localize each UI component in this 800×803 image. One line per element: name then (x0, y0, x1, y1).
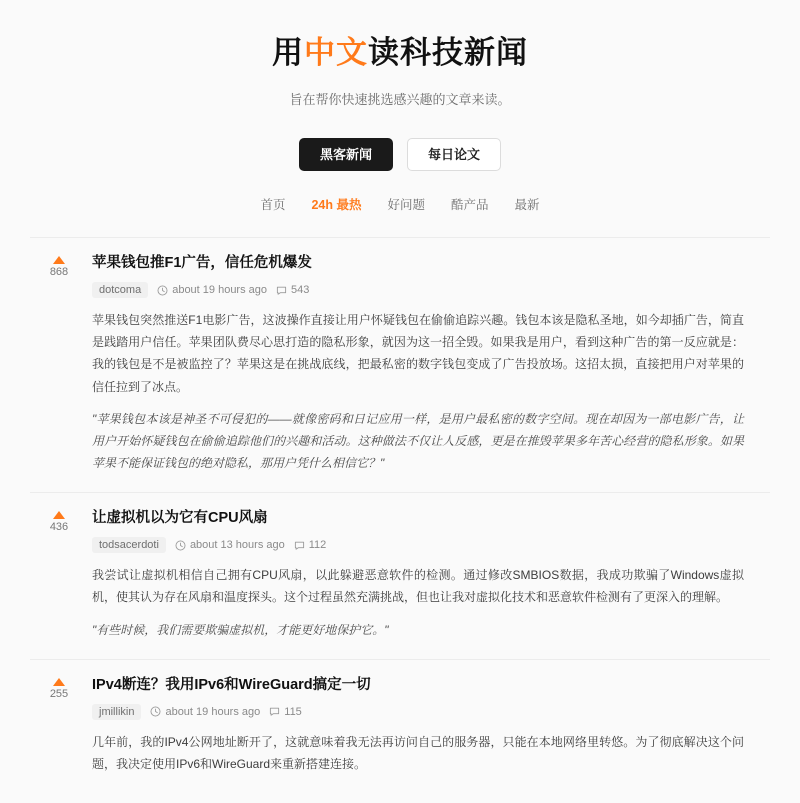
page-title-part2: 读科技新闻 (368, 35, 528, 70)
vote-column (40, 676, 78, 785)
author-badge[interactable]: todsacerdoti (92, 537, 166, 553)
comments-count[interactable] (276, 284, 309, 296)
timestamp (157, 284, 267, 296)
score-value: 436 (49, 521, 69, 534)
story-body (92, 254, 744, 474)
story-title[interactable]: 让虚拟机以为它有CPU风扇 (92, 510, 268, 527)
nav-tabs (0, 197, 800, 214)
author-badge[interactable]: jmillikin (92, 704, 141, 720)
clock-icon (150, 706, 161, 717)
comment-icon (269, 706, 280, 717)
list-item (30, 237, 770, 492)
comments-count-text: 115 (284, 705, 302, 718)
story-title[interactable]: IPv4断连？我用IPv6和WireGuard搞定一切 (92, 676, 371, 693)
story-list (0, 237, 800, 803)
tab-newest[interactable]: 最新 (514, 197, 540, 212)
story-body (92, 509, 744, 640)
page-title-part1: 用 (272, 35, 304, 70)
upvote-icon[interactable] (53, 678, 65, 686)
comments-count[interactable] (294, 539, 327, 551)
source-button-group (0, 138, 800, 171)
vote-column (40, 509, 78, 640)
story-quote: "苹果钱包本该是神圣不可侵犯的——就像密码和日记应用一样，是用户最私密的数字空间。现在却因为一部电影广告，让用户开始怀疑钱包在偷偷追踪他们的兴趣和活动。这种做法不仅让人反感，更是在推毁苹果多年苦心经营的隐私形象。如果苹果不能保证钱包的绝对隐私，那用户凭什么相信它？" (92, 411, 744, 471)
story-meta (92, 704, 744, 720)
comments-count[interactable] (269, 706, 302, 718)
page-subtitle: 旨在帮你快速挑选感兴趣的文章来读。 (289, 91, 511, 107)
timestamp (175, 539, 285, 551)
tab-good-questions[interactable]: 好问题 (387, 197, 425, 212)
page-title (0, 34, 800, 73)
comment-icon (294, 540, 305, 551)
timestamp-text: about 19 hours ago (172, 284, 268, 297)
comments-count-text: 543 (291, 284, 310, 297)
story-summary: 几年前，我的IPv4公网地址断开了，这就意味着我无法再访问自己的服务器，只能在本地网络里转悠。为了彻底解决这个问题，我决定使用IPv6和WireGuard来重新搭建连接。 (92, 734, 744, 771)
story-meta (92, 537, 744, 553)
score-value: 255 (49, 687, 69, 700)
tab-24h-hot[interactable]: 24h 最热 (311, 197, 362, 212)
story-summary: 我尝试让虚拟机相信自己拥有CPU风扇，以此躲避恶意软件的检测。通过修改SMBIOS数据，我成功欺骗了Windows虚拟机，使其认为存在风扇和温度探头。这个过程虽然充满挑战，但也让我对虚拟化技术和恶意软件检测有了更深入的理解。 (92, 568, 744, 605)
upvote-icon[interactable] (53, 256, 65, 264)
story-summary: 苹果钱包突然推送F1电影广告，这波操作直接让用户怀疑钱包在偷偷追踪兴趣。钱包本该是隐私圣地，如今却插广告，简直是践踏用户信任。苹果团队费尽心思打造的隐私形象，就因为这一招全毁。如果我是用户，看到这种广告的第一反应就是：我的钱包是不是被监控了？苹果这是在挑战底线，把最私密的数字钱包变成了广告投放场。这招太损，直接把用户对苹果的信任拉到了冰点。 (92, 313, 744, 394)
comment-icon (276, 285, 287, 296)
timestamp-text: about 13 hours ago (189, 539, 285, 552)
story-quote: "有些时候，我们需要欺骗虚拟机，才能更好地保护它。" (92, 622, 389, 637)
timestamp (150, 706, 260, 718)
tab-cool-products[interactable]: 酷产品 (451, 197, 489, 212)
clock-icon (175, 540, 186, 551)
author-badge[interactable]: dotcoma (92, 282, 148, 298)
tab-home[interactable]: 首页 (260, 197, 286, 212)
story-title[interactable]: 苹果钱包推F1广告，信任危机爆发 (92, 255, 312, 272)
comments-count-text: 112 (308, 539, 327, 552)
list-item (30, 492, 770, 658)
story-meta (92, 282, 744, 298)
vote-column (40, 254, 78, 474)
upvote-icon[interactable] (53, 511, 65, 519)
timestamp-text: about 19 hours ago (165, 705, 261, 718)
clock-icon (157, 285, 168, 296)
page-title-accent: 中文 (304, 35, 368, 70)
story-body (92, 676, 744, 785)
daily-papers-button[interactable]: 每日论文 (407, 138, 501, 171)
list-item (30, 659, 770, 803)
score-value: 868 (49, 266, 69, 279)
hacker-news-button[interactable]: 黑客新闻 (299, 138, 393, 171)
